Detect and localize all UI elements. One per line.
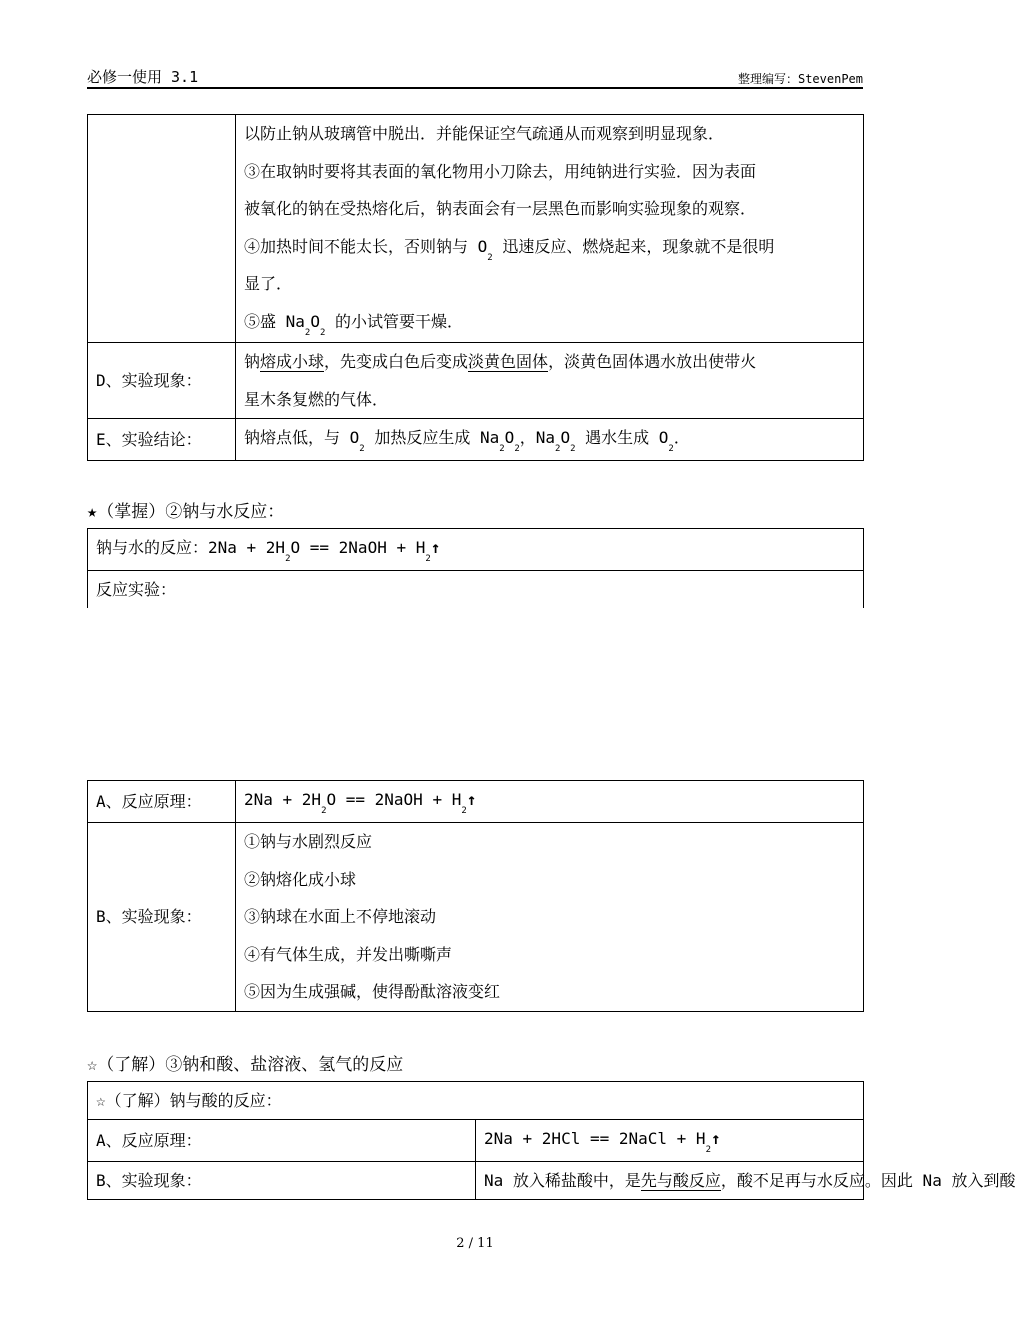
- acid-principle-label: A、反应原理：: [88, 1120, 476, 1162]
- conclusion-label: E、实验结论：: [88, 419, 236, 461]
- note-line: ③在取钠时要将其表面的氧化物用小刀除去，用纯钠进行实验．因为表面: [244, 161, 757, 181]
- note-line: ⑤盛 $Na_2O_2$ 的小试管要干燥．: [244, 311, 464, 338]
- phenomenon-line: 钠熔成小球，先变成白色后变成淡黄色固体，淡黄色固体遇水放出使带火: [244, 352, 757, 371]
- up-arrow-icon: ↑: [710, 1129, 721, 1148]
- phenomena-row: [88, 823, 864, 1012]
- acid-phenomenon-cell: Na 放入稀盐酸中，是先与酸反应，酸不足再与水反应。因此 Na 放入到酸: [476, 1162, 864, 1200]
- header-rule: [87, 87, 863, 89]
- phenomenon-item: ⑤因为生成强碱，使得酚酞溶液变红: [244, 982, 501, 1001]
- notes-label-cell: [88, 115, 236, 343]
- acid-phenomenon-label: B、实验现象：: [88, 1162, 476, 1200]
- phenomenon-line: 星木条复燃的气体．: [244, 389, 389, 409]
- phenomenon-item: ①钠与水剧烈反应: [244, 832, 373, 851]
- acid-title-cell: ☆（了解）钠与酸的反应：: [88, 1082, 864, 1120]
- up-arrow-icon: ↑: [430, 538, 441, 557]
- phenomenon-row: [88, 343, 864, 419]
- experiment-row: [88, 571, 864, 609]
- equation-row: [88, 529, 864, 571]
- acid-principle-row: [88, 1120, 864, 1162]
- conclusion-row: [88, 419, 864, 461]
- notes-row: [88, 115, 864, 343]
- conclusion-cell: 钠熔点低，与 $O_2$ 加热反应生成 $Na_2O_2$，$Na_2O_2$ 遇水生成 $O_2$．: [236, 419, 864, 461]
- acid-title-row: [88, 1082, 864, 1120]
- sodium-acid-table: [87, 1081, 1015, 1200]
- experiment-cell: 反应实验：: [88, 571, 864, 609]
- sodium-water-intro-table: [87, 528, 864, 608]
- section-heading-water: ★（掌握）②钠与水反应：: [87, 502, 285, 522]
- page-number: 2 / 11: [456, 1236, 494, 1251]
- principle-cell: $2Na + 2H_2O$ == 2NaOH + $H_2↑$: [236, 781, 864, 823]
- phenomena-label: B、实验现象：: [88, 823, 236, 1012]
- header-right: 整理编写：StevenPem: [737, 72, 863, 86]
- phenomenon-label: D、实验现象：: [88, 343, 236, 419]
- up-arrow-icon: ↑: [466, 790, 477, 809]
- note-line: 被氧化的钠在受热熔化后，钠表面会有一层黑色而影响实验现象的观察．: [244, 199, 757, 218]
- header-left: 必修一使用 3.1: [87, 68, 199, 86]
- principle-label: A、反应原理：: [88, 781, 236, 823]
- principle-row: [88, 781, 864, 823]
- equation-cell: 钠与水的反应：$2Na + 2H_2O$ == 2NaOH + $H_2↑$: [88, 529, 864, 571]
- sodium-oxygen-table: [87, 114, 864, 461]
- phenomenon-item: ④有气体生成，并发出嘶嘶声: [244, 944, 453, 964]
- phenomenon-cell: [236, 343, 864, 419]
- notes-cell: [236, 115, 864, 343]
- note-line: ④加热时间不能太长，否则钠与 $O_2$ 迅速反应、燃烧起来，现象就不是很明: [244, 236, 775, 263]
- acid-phenomenon-row: [88, 1162, 864, 1200]
- sodium-water-table: [87, 780, 864, 1012]
- note-line: 显了．: [244, 274, 293, 293]
- acid-principle-cell: 2Na + 2HCl == 2NaCl + $H_2↑$: [476, 1120, 864, 1162]
- section-heading-acid: ☆（了解）③钠和酸、盐溶液、氢气的反应: [87, 1055, 404, 1075]
- phenomenon-item: ③钠球在水面上不停地滚动: [244, 907, 437, 926]
- note-line: 以防止钠从玻璃管中脱出．并能保证空气疏通从而观察到明显现象．: [244, 124, 725, 143]
- phenomenon-item: ②钠熔化成小球: [244, 869, 357, 889]
- phenomena-cell: [236, 823, 864, 1012]
